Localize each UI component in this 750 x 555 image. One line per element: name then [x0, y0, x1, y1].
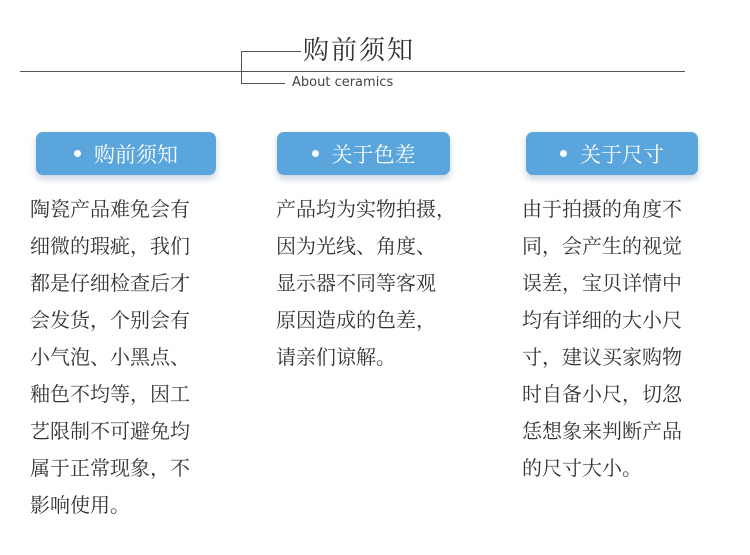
heading-label: 关于尺寸	[580, 142, 664, 167]
header-bracket-bottom	[241, 83, 285, 84]
header-divider	[20, 71, 685, 72]
heading-label: 关于色差	[331, 142, 416, 167]
bullet-dot-icon	[74, 150, 81, 157]
bullet-dot-icon	[560, 150, 567, 157]
notice-column-purchase	[30, 132, 222, 524]
page-subtitle: About ceramics	[292, 75, 394, 90]
notice-column-size	[522, 132, 714, 487]
heading-label: 购前须知	[94, 142, 178, 167]
heading-badge-size	[526, 132, 698, 175]
heading-badge-color	[277, 132, 450, 175]
heading-badge-purchase	[36, 132, 216, 175]
page-title: 购前须知	[303, 36, 416, 66]
bullet-dot-icon	[312, 150, 319, 157]
section-header	[0, 0, 750, 110]
header-bracket-top	[241, 51, 301, 52]
header-bracket-vertical	[241, 51, 242, 83]
notice-text-purchase: 陶瓷产品难免会有 细微的瑕疵，我们 都是仔细检查后才 会发货，个别会有 小气泡、小黑点、 釉色不均等，因工 艺限制不可避免均 属于正常现象，不 影响使用。	[30, 197, 190, 517]
notice-text-color: 产品均为实物拍摄， 因为光线、角度、 显示器不同等客观 原因造成的色差， 请亲们谅解。	[276, 197, 456, 369]
notice-column-color	[276, 132, 468, 376]
notice-text-size: 由于拍摄的角度不 同，会产生的视觉 误差，宝贝详情中 均有详细的大小尺 寸，建议买家购物 时自备小尺，切忽 恁想象来判断产品 的尺寸大小。	[522, 197, 682, 480]
